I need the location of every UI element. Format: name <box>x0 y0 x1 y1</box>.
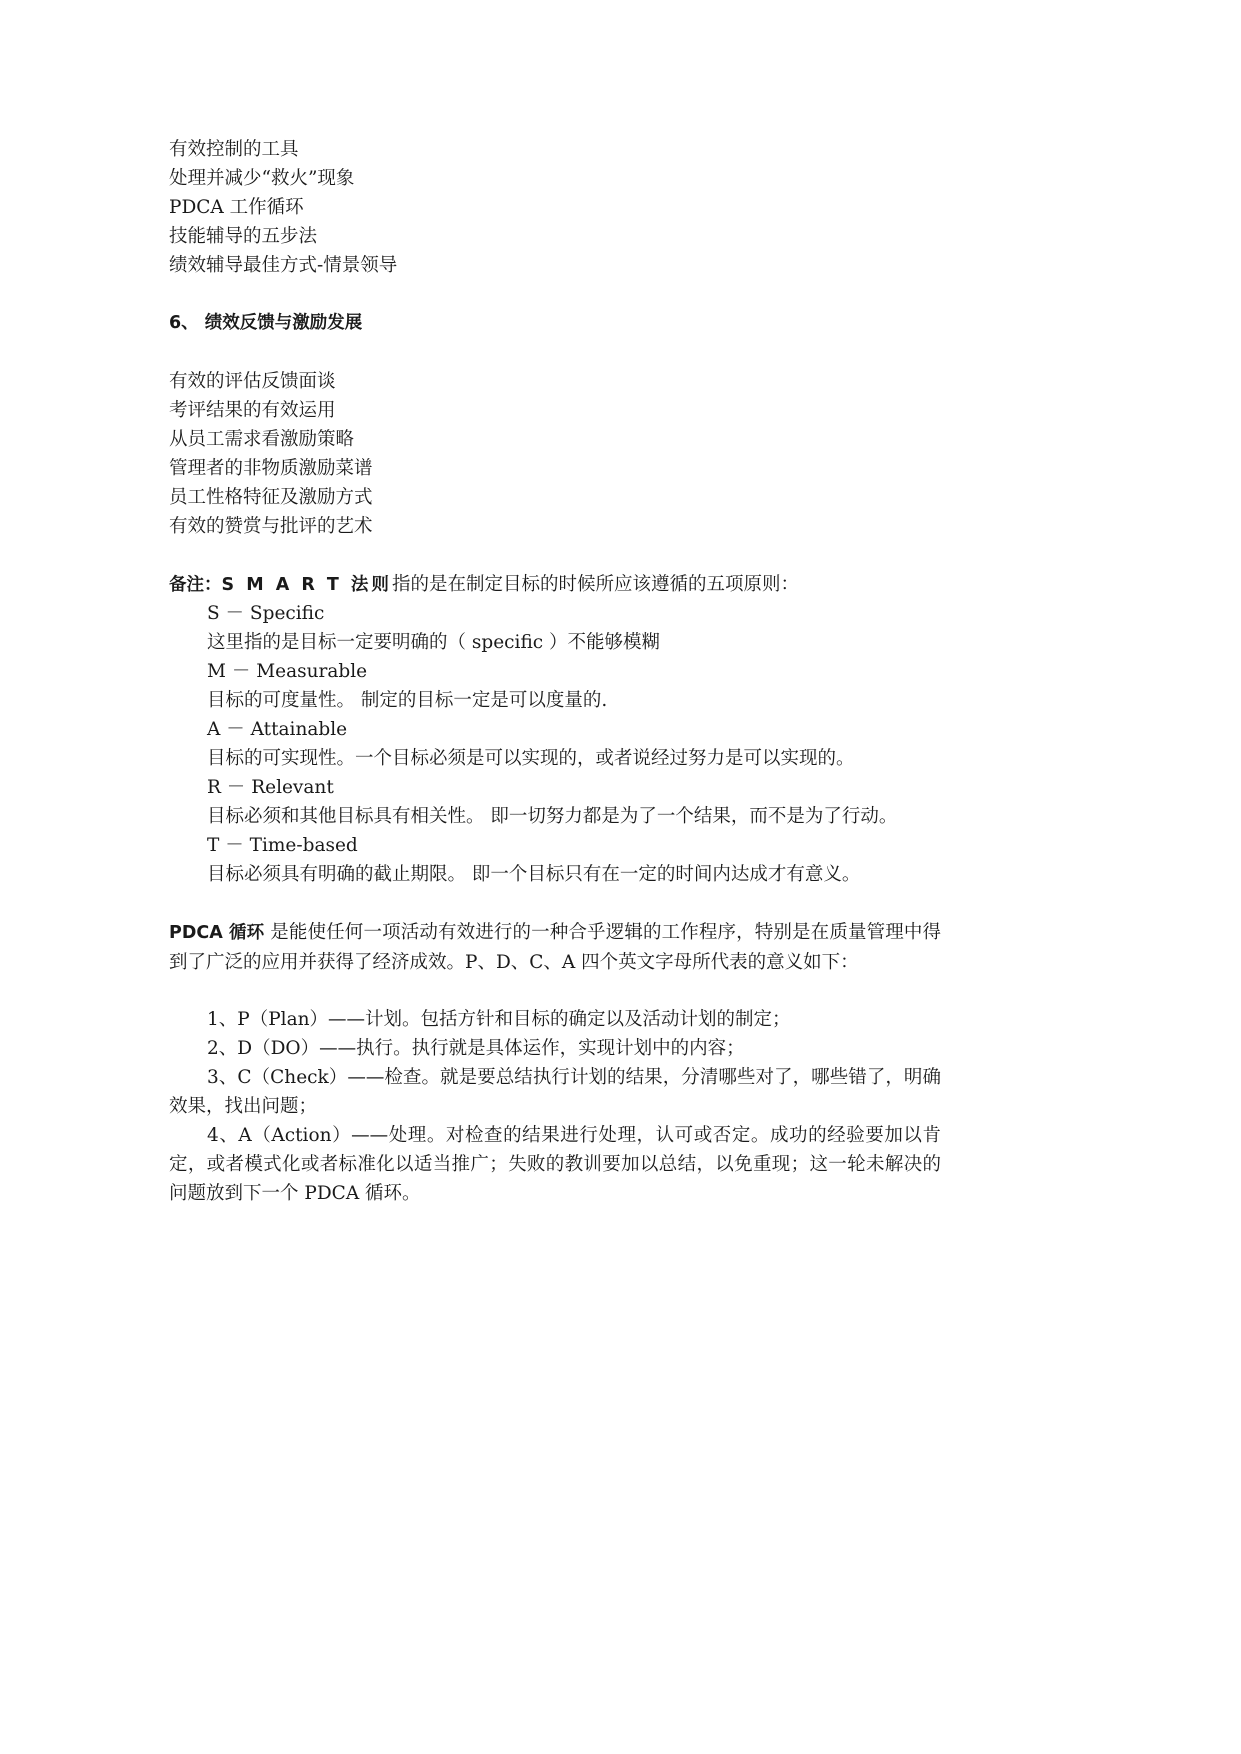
principle-title: A － Attainable <box>207 719 348 740</box>
list-item: 有效的赞赏与批评的艺术 <box>169 516 373 537</box>
pdca-term: PDCA 循环 <box>169 923 265 943</box>
principle-desc: 目标的可度量性。 制定的目标一定是可以度量的. <box>207 690 608 711</box>
list-item: 员工性格特征及激励方式 <box>169 487 373 508</box>
principle-desc: 目标必须具有明确的截止期限。 即一个目标只有在一定的时间内达成才有意义。 <box>207 864 861 885</box>
list-item: 管理者的非物质激励菜谱 <box>169 458 373 479</box>
list-item: 绩效辅导最佳方式-情景领导 <box>169 255 398 276</box>
smart-note <box>169 570 949 599</box>
principle-desc: 这里指的是目标一定要明确的（ specific ）不能够模糊 <box>207 632 661 653</box>
pdca-intro-paragraph <box>169 918 941 977</box>
list-item: 从员工需求看激励策略 <box>169 429 355 450</box>
principle-desc: 目标的可实现性。一个目标必须是可以实现的，或者说经过努力是可以实现的。 <box>207 748 855 769</box>
pdca-step: 1、P（Plan）——计划。包括方针和目标的确定以及活动计划的制定； <box>207 1009 791 1030</box>
list-item: 有效控制的工具 <box>169 139 299 160</box>
smart-intro: 指的是在制定目标的时候所应该遵循的五项原则： <box>391 574 799 595</box>
pdca-step: 4、A（Action）——处理。对检查的结果进行处理，认可或否定。成功的经验要加以肯定，或者模式化或者标准化以适当推广；失败的教训要加以总结，以免重现；这一轮未解决的问题放到下一个 PDCA 循环。 <box>169 1125 941 1204</box>
list-item: 处理并减少“救火”现象 <box>169 168 355 189</box>
list-item: 有效的评估反馈面谈 <box>169 371 336 392</box>
principle-title: S － Specific <box>207 603 325 624</box>
list-item: PDCA 工作循环 <box>169 197 304 218</box>
principle-title: T － Time-based <box>207 835 358 856</box>
principle-title: M － Measurable <box>207 661 368 682</box>
pdca-step: 2、D（DO）——执行。执行就是具体运作，实现计划中的内容； <box>207 1038 745 1059</box>
smart-term: S M A R T 法则 <box>221 575 392 595</box>
pdca-intro: 是能使任何一项活动有效进行的一种合乎逻辑的工作程序，特别是在质量管理中得到了广泛的应用并获得了经济成效。P、D、C、A 四个英文字母所代表的意义如下： <box>169 922 941 973</box>
list-item: 技能辅导的五步法 <box>169 226 318 247</box>
principle-title: R － Relevant <box>207 777 334 798</box>
principle-desc: 目标必须和其他目标具有相关性。 即一切努力都是为了一个结果，而不是为了行动。 <box>207 806 898 827</box>
section-heading: 6、 绩效反馈与激励发展 <box>169 313 363 333</box>
pdca-step: 3、C（Check）——检查。就是要总结执行计划的结果，分清哪些对了，哪些错了，明确效果，找出问题； <box>169 1067 941 1117</box>
note-label: 备注： <box>169 575 222 595</box>
list-item: 考评结果的有效运用 <box>169 400 336 421</box>
